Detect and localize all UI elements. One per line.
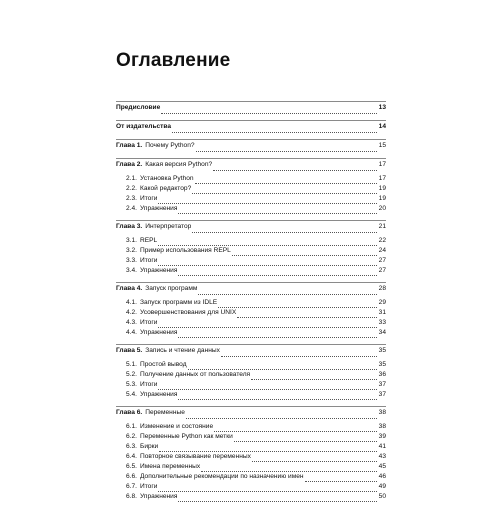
page-number: 37 [378,381,386,388]
subsection-number: 4.4. [126,329,137,336]
page-number: 14 [378,123,386,130]
subsection-title: Итоги [140,195,158,202]
chapter-title: Интерпретатор [145,223,192,230]
dot-leader [178,501,377,502]
subsection-title: Пример использования REPL [140,247,231,254]
toc-front-row[interactable] [116,102,386,116]
subsection-number: 6.6. [126,473,137,480]
subsection-title: Усовершенствования для UNIX [140,309,237,316]
chapter-title: Запись и чтение данных [145,347,220,354]
page-number: 24 [378,247,386,254]
chapter-title: Какая версия Python? [145,161,213,168]
subsection-title: Переменные Python как метки [140,433,233,440]
subsection-number: 3.3. [126,257,137,264]
subsection-title: REPL [140,237,158,244]
subsection-title: Установка Python [140,175,194,182]
subsection-number: 6.1. [126,423,137,430]
subsection-number: 3.4. [126,267,137,274]
dot-leader [251,379,377,380]
subsection-title: Итоги [140,381,158,388]
page-number: 35 [378,361,386,368]
dot-leader [213,170,377,171]
toc-chapter-row[interactable] [116,140,386,154]
subsection-title: Изменение и состояние [140,423,214,430]
page-number: 27 [378,257,386,264]
dot-leader [221,356,377,357]
dot-leader [218,307,377,308]
toc-chapter-section [116,406,386,508]
dot-leader [237,317,377,318]
subsection-number: 2.4. [126,205,137,212]
chapter-label: Глава 3. [116,223,143,230]
toc-chapter-section [116,220,386,282]
toc-subsection-row[interactable] [116,330,386,340]
subsection-title: Запуск программ из IDLE [140,299,218,306]
subsection-title: Итоги [140,319,158,326]
page-number: 27 [378,267,386,274]
subsection-title: Упражнения [140,267,178,274]
subsection-number: 5.2. [126,371,137,378]
dot-leader [192,232,377,233]
toc-front-section [116,101,386,120]
page-number: 35 [378,347,386,354]
toc-chapter-row[interactable] [116,283,386,297]
toc-chapter-row[interactable] [116,159,386,173]
subsection-number: 3.1. [126,237,137,244]
subsection-title: Упражнения [140,329,178,336]
dot-leader [178,275,377,276]
chapter-label: Глава 2. [116,161,143,168]
subsection-number: 6.3. [126,443,137,450]
dot-leader [172,132,377,133]
dot-leader [158,245,377,246]
page-number: 46 [378,473,386,480]
subsection-number: 6.2. [126,433,137,440]
dot-leader [195,183,377,184]
page-number: 38 [378,409,386,416]
page-number: 37 [378,391,386,398]
page-number: 20 [378,205,386,212]
dot-leader [159,451,377,452]
dot-leader [178,337,377,338]
subsection-number: 5.1. [126,361,137,368]
page-number: 22 [378,237,386,244]
subsection-number: 2.1. [126,175,137,182]
dot-leader [178,399,377,400]
chapter-label: Глава 5. [116,347,143,354]
subsection-title: Упражнения [140,205,178,212]
page-number: 33 [378,319,386,326]
chapter-title: Переменные [145,409,185,416]
dot-leader [161,113,377,114]
toc-front-section [116,120,386,139]
subsection-title: Простой вывод [140,361,187,368]
subsection-title: Имена переменных [140,463,201,470]
dot-leader [214,431,377,432]
chapter-label: Глава 1. [116,142,143,149]
page-number: 49 [378,483,386,490]
subsection-number: 2.2. [126,185,137,192]
dot-leader [158,491,377,492]
page-number: 28 [378,285,386,292]
page-number: 17 [378,161,386,168]
subsection-title: Бирки [140,443,159,450]
subsection-title: Дополнительные рекомендации по назначению имен [140,473,304,480]
page-number: 43 [378,453,386,460]
dot-leader [198,294,377,295]
dot-leader [188,369,377,370]
subsection-title: Повторное связывание переменных [140,453,251,460]
page-number: 21 [378,223,386,230]
dot-leader [201,471,377,472]
toc-subsection-row[interactable] [116,494,386,504]
toc-subsection-row[interactable] [116,392,386,402]
dot-leader [158,203,377,204]
dot-leader [178,213,377,214]
toc-chapter-section [116,139,386,158]
page-number: 39 [378,433,386,440]
dot-leader [192,193,377,194]
page-number: 17 [378,175,386,182]
dot-leader [252,461,377,462]
toc-subsection-row[interactable] [116,206,386,216]
subsection-number: 5.4. [126,391,137,398]
subsection-number: 4.3. [126,319,137,326]
subsection-number: 6.7. [126,483,137,490]
dot-leader [158,389,377,390]
page-number: 19 [378,185,386,192]
subsection-number: 6.8. [126,493,137,500]
toc-subsection-row[interactable] [116,268,386,278]
page-number: 41 [378,443,386,450]
subsection-number: 4.1. [126,299,137,306]
subsection-title: Получение данных от пользователя [140,371,251,378]
subsection-title: Итоги [140,483,158,490]
page-number: 29 [378,299,386,306]
subsection-title: Упражнения [140,391,178,398]
subsection-number: 6.4. [126,453,137,460]
subsection-number: 2.3. [126,195,137,202]
page-number: 13 [378,104,386,111]
dot-leader [232,255,377,256]
table-of-contents [116,101,386,508]
toc-front-row[interactable] [116,121,386,135]
page-number: 15 [378,142,386,149]
subsection-title: Итоги [140,257,158,264]
toc-chapter-row[interactable] [116,345,386,359]
toc-chapter-section [116,282,386,344]
toc-chapter-section [116,344,386,406]
page-number: 36 [378,371,386,378]
page-title: Оглавление [116,50,231,71]
chapter-label: Глава 6. [116,409,143,416]
toc-chapter-section [116,158,386,220]
dot-leader [234,441,377,442]
dot-leader [158,265,377,266]
page-number: 34 [378,329,386,336]
subsection-number: 3.2. [126,247,137,254]
dot-leader [196,151,377,152]
subsection-title: Какой редактор? [140,185,192,192]
front-matter-title: Предисловие [116,104,161,111]
dot-leader [305,481,377,482]
subsection-title: Упражнения [140,493,178,500]
page-number: 19 [378,195,386,202]
subsection-number: 5.3. [126,381,137,388]
subsection-number: 6.5. [126,463,137,470]
chapter-title: Запуск программ [145,285,198,292]
dot-leader [158,327,377,328]
toc-chapter-row[interactable] [116,407,386,421]
chapter-label: Глава 4. [116,285,143,292]
subsection-number: 4.2. [126,309,137,316]
front-matter-title: От издательства [116,123,172,130]
dot-leader [186,418,377,419]
page-number: 45 [378,463,386,470]
toc-chapter-row[interactable] [116,221,386,235]
page-number: 50 [378,493,386,500]
page-number: 31 [378,309,386,316]
page-number: 38 [378,423,386,430]
chapter-title: Почему Python? [145,142,195,149]
